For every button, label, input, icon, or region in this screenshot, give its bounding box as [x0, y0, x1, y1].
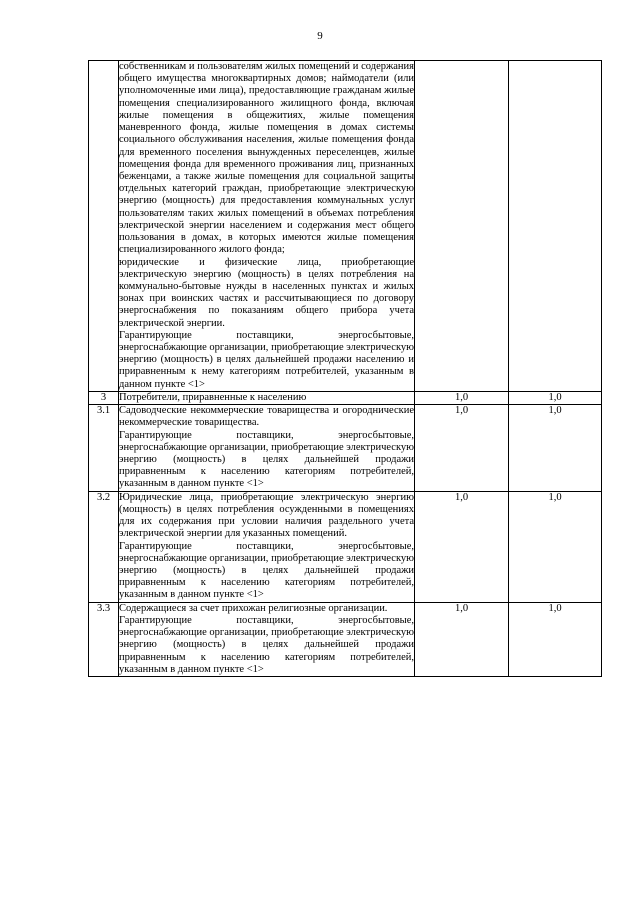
- table-row: [89, 491, 602, 602]
- table-row: [89, 391, 602, 404]
- category-paragraph: Садоводческие некоммерческие товарищества и огороднические некоммерческие товарищества.: [119, 405, 414, 429]
- table-row: [89, 405, 602, 492]
- category-paragraph: Гарантирующие поставщики, энергосбытовые, энергоснабжающие организации, приобретающие электрическую энергию (мощность) в целях дальнейшей продажи приравненным к населению категориям потребителей, указанным в данном пункте <1>: [119, 540, 414, 601]
- category-paragraph: Гарантирующие поставщики, энергосбытовые, энергоснабжающие организации, приобретающие электрическую энергию (мощность) в целях дальнейшей продажи приравненным к населению категориям потребителей, указанным в данном пункте <1>: [119, 429, 414, 490]
- category-paragraph: Гарантирующие поставщики, энергосбытовые, энергоснабжающие организации, приобретающие электрическую энергию (мощность) в целях дальнейшей продажи населению и приравненным к нему категориям потребителей, указанным в данном пункте <1>: [119, 329, 414, 390]
- table-row: [89, 61, 602, 392]
- row-number-cell: 3.2: [89, 491, 119, 602]
- coefficient-cell-b: 1,0: [509, 391, 602, 404]
- coefficient-cell-a: [415, 61, 509, 392]
- coefficient-cell-a: 1,0: [415, 491, 509, 602]
- row-number-cell: 3.3: [89, 602, 119, 676]
- page-number: 9: [317, 30, 323, 42]
- consumer-category-cell: [119, 391, 415, 404]
- row-number-cell: 3: [89, 391, 119, 404]
- category-paragraph: Содержащиеся за счет прихожан религиозные организации.: [119, 602, 388, 614]
- consumer-category-cell: [119, 602, 415, 676]
- coefficient-cell-a: 1,0: [415, 405, 509, 492]
- category-paragraph: Гарантирующие поставщики, энергосбытовые, энергоснабжающие организации, приобретающие электрическую энергию (мощность) в целях дальнейшей продажи приравненным к населению категориям потребителей, указанным в данном пункте <1>: [119, 614, 414, 675]
- category-paragraph: Потребители, приравненные к населению: [119, 391, 307, 403]
- category-paragraph: юридические и физические лица, приобретающие электрическую энергию (мощность) в целях потребления на коммунально-бытовые нужды в населенных пунктах и жилых зонах при воинских частях и рассчитывающиеся по договору энергоснабжения по показаниям общего прибора учета электрической энергии.: [119, 256, 414, 329]
- consumer-category-cell: [119, 491, 415, 602]
- consumer-category-cell: [119, 61, 415, 392]
- category-paragraph: собственникам и пользователям жилых помещений и содержания общего имущества многоквартирных домов; наймодатели (или уполномоченные ими лица), предоставляющие гражданам жилые помещения специализированного жилищного фонда, включая жилые помещения в общежитиях, жилые помещения маневренного фонда, жилые помещения в домах системы социального обслуживания населения, жилые помещения фонда для временного поселения вынужденных переселенцев, жилые помещения фонда для временного проживания лиц, признанных беженцами, а также жилые помещения для социальной защиты отдельных категорий граждан, приобретающие электрическую энергию (мощность) для предоставления коммунальных услуг пользователям таких жилых помещений в объемах потребления электрической энергии населением и содержания мест общего пользования в домах, в которых имеются жилые помещения специализированного жилого фонда;: [119, 61, 414, 256]
- coefficient-cell-a: 1,0: [415, 602, 509, 676]
- row-number-cell: 3.1: [89, 405, 119, 492]
- coefficient-cell-b: 1,0: [509, 405, 602, 492]
- coefficient-cell-b: 1,0: [509, 491, 602, 602]
- row-number-cell: [89, 61, 119, 392]
- table-row: [89, 602, 602, 676]
- coefficient-cell-b: 1,0: [509, 602, 602, 676]
- coefficient-cell-b: [509, 61, 602, 392]
- tariff-table: [88, 60, 602, 677]
- consumer-category-cell: [119, 405, 415, 492]
- category-paragraph: Юридические лица, приобретающие электрическую энергию (мощность) в целях потребления осужденными в помещениях для их содержания при условии наличия раздельного учета электрической энергии для указанных помещений.: [119, 491, 414, 540]
- coefficient-cell-a: 1,0: [415, 391, 509, 404]
